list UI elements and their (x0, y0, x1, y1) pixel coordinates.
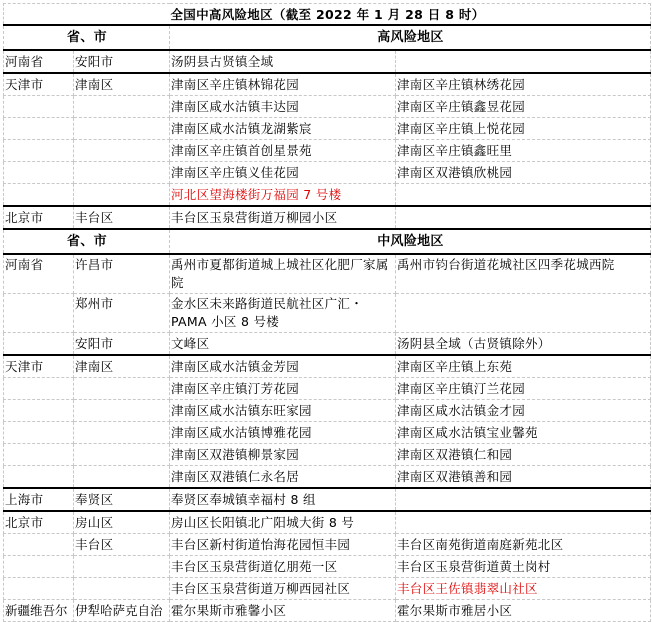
area-cell[interactable]: 津南区咸水沽镇宝业馨苑 (396, 422, 651, 444)
province-cell[interactable] (4, 118, 74, 140)
city-cell[interactable] (74, 184, 170, 207)
province-cell[interactable]: 天津市 (4, 355, 74, 378)
area-cell[interactable]: 津南区咸水沽镇东旺家园 (170, 400, 396, 422)
province-cell[interactable]: 天津市 (4, 73, 74, 96)
area-cell[interactable]: 霍尔果斯市雅馨小区 (170, 600, 396, 622)
city-cell[interactable] (74, 556, 170, 578)
province-cell[interactable] (4, 184, 74, 207)
medium-areas-header[interactable]: 中风险地区 (170, 229, 651, 254)
area-cell[interactable]: 汤阴县古贤镇全域 (170, 50, 396, 73)
city-cell[interactable] (74, 118, 170, 140)
table-row (4, 50, 651, 73)
area-cell[interactable]: 奉贤区奉城镇幸福村 8 组 (170, 488, 396, 511)
city-cell[interactable] (74, 444, 170, 466)
province-cell[interactable] (4, 294, 74, 333)
city-cell[interactable]: 安阳市 (74, 333, 170, 356)
area-cell[interactable] (396, 294, 651, 333)
area-cell[interactable]: 津南区辛庄镇上东苑 (396, 355, 651, 378)
area-cell[interactable]: 丰台区玉泉营街道万柳园小区 (170, 206, 396, 229)
province-cell[interactable] (4, 96, 74, 118)
area-cell[interactable]: 津南区咸水沽镇博雅花园 (170, 422, 396, 444)
area-cell[interactable]: 津南区咸水沽镇丰达园 (170, 96, 396, 118)
table-row (4, 73, 651, 96)
area-cell[interactable]: 津南区双港镇仁和园 (396, 444, 651, 466)
table-row (4, 140, 651, 162)
table-title[interactable]: 全国中高风险地区（截至 2022 年 1 月 28 日 8 时） (4, 4, 651, 26)
area-cell[interactable] (396, 184, 651, 207)
area-cell[interactable]: 津南区咸水沽镇金才园 (396, 400, 651, 422)
province-cell[interactable] (4, 534, 74, 556)
area-cell[interactable]: 丰台区玉泉营街道万柳西园社区 (170, 578, 396, 600)
area-cell[interactable]: 丰台区玉泉营街道亿朋苑一区 (170, 556, 396, 578)
area-cell[interactable]: 津南区咸水沽镇龙湖紫宸 (170, 118, 396, 140)
area-cell[interactable] (396, 488, 651, 511)
province-cell[interactable] (4, 140, 74, 162)
table-row (4, 444, 651, 466)
city-cell[interactable] (74, 96, 170, 118)
table-row (4, 466, 651, 489)
medium-risk-header-row (4, 229, 651, 254)
risk-area-table (3, 3, 651, 622)
area-cell[interactable]: 津南区双港镇善和园 (396, 466, 651, 489)
table-row (4, 488, 651, 511)
city-cell[interactable]: 房山区 (74, 511, 170, 534)
table-row (4, 511, 651, 534)
area-cell[interactable]: 津南区辛庄镇鑫昱花园 (396, 96, 651, 118)
area-cell[interactable]: 房山区长阳镇北广阳城大街 8 号 (170, 511, 396, 534)
area-cell[interactable]: 津南区辛庄镇上悦花园 (396, 118, 651, 140)
table-row (4, 184, 651, 207)
table-row (4, 294, 651, 333)
area-cell[interactable]: 津南区咸水沽镇金芳园 (170, 355, 396, 378)
area-cell[interactable]: 津南区辛庄镇首创星景苑 (170, 140, 396, 162)
high-areas-header[interactable]: 高风险地区 (170, 25, 651, 50)
risk-area-spreadsheet (3, 3, 650, 622)
area-cell-highlighted[interactable]: 丰台区王佐镇翡翠山社区 (396, 578, 651, 600)
area-cell-highlighted[interactable]: 河北区望海楼街万福园 7 号楼 (170, 184, 396, 207)
area-cell[interactable]: 丰台区新村街道怡海花园恒丰园 (170, 534, 396, 556)
city-cell[interactable]: 津南区 (74, 73, 170, 96)
table-row (4, 378, 651, 400)
city-cell[interactable]: 伊犁哈萨克自治 (74, 600, 170, 622)
province-cell[interactable] (4, 422, 74, 444)
area-cell[interactable]: 霍尔果斯市雅居小区 (396, 600, 651, 622)
high-region-header[interactable]: 省、市 (4, 25, 170, 50)
city-cell[interactable] (74, 140, 170, 162)
city-cell[interactable] (74, 466, 170, 489)
province-cell[interactable]: 河南省 (4, 254, 74, 294)
area-cell[interactable]: 汤阴县全域（古贤镇除外） (396, 333, 651, 356)
city-cell[interactable]: 郑州市 (74, 294, 170, 333)
province-cell[interactable]: 河南省 (4, 50, 74, 73)
area-cell[interactable]: 津南区双港镇仁永名居 (170, 466, 396, 489)
area-cell[interactable]: 津南区辛庄镇汀芳花园 (170, 378, 396, 400)
table-row (4, 96, 651, 118)
table-row (4, 534, 651, 556)
province-cell[interactable] (4, 378, 74, 400)
area-cell[interactable]: 津南区辛庄镇鑫旺里 (396, 140, 651, 162)
area-cell[interactable] (396, 206, 651, 229)
medium-region-header[interactable]: 省、市 (4, 229, 170, 254)
area-cell[interactable]: 津南区辛庄镇义佳花园 (170, 162, 396, 184)
area-cell[interactable]: 文峰区 (170, 333, 396, 356)
province-cell[interactable] (4, 400, 74, 422)
area-cell[interactable]: 禹州市钧台街道花城社区四季花城西院 (396, 254, 651, 294)
table-row (4, 600, 651, 622)
province-cell[interactable] (4, 162, 74, 184)
city-cell[interactable] (74, 162, 170, 184)
province-cell[interactable]: 新疆维吾尔 (4, 600, 74, 622)
city-cell[interactable]: 丰台区 (74, 206, 170, 229)
table-row (4, 118, 651, 140)
city-cell[interactable]: 安阳市 (74, 50, 170, 73)
area-cell[interactable]: 津南区双港镇欣桃园 (396, 162, 651, 184)
province-cell[interactable] (4, 333, 74, 356)
area-cell[interactable] (396, 50, 651, 73)
province-cell[interactable] (4, 556, 74, 578)
area-cell[interactable] (396, 511, 651, 534)
province-cell[interactable]: 北京市 (4, 511, 74, 534)
table-row (4, 254, 651, 294)
province-cell[interactable] (4, 466, 74, 489)
table-row (4, 355, 651, 378)
province-cell[interactable] (4, 578, 74, 600)
title-row (4, 4, 651, 26)
area-cell[interactable]: 津南区辛庄镇林锦花园 (170, 73, 396, 96)
table-row (4, 162, 651, 184)
city-cell[interactable] (74, 400, 170, 422)
high-risk-header-row (4, 25, 651, 50)
area-cell[interactable]: 金水区未来路街道民航社区广汇・PAMA 小区 8 号楼 (170, 294, 396, 333)
city-cell[interactable]: 奉贤区 (74, 488, 170, 511)
table-row (4, 556, 651, 578)
table-row (4, 333, 651, 356)
area-cell[interactable]: 津南区双港镇柳景家园 (170, 444, 396, 466)
area-cell[interactable]: 丰台区玉泉营街道黄土岗村 (396, 556, 651, 578)
area-cell[interactable]: 禹州市夏都街道城上城社区化肥厂家属院 (170, 254, 396, 294)
province-cell[interactable]: 上海市 (4, 488, 74, 511)
city-cell[interactable] (74, 378, 170, 400)
province-cell[interactable] (4, 444, 74, 466)
city-cell[interactable] (74, 422, 170, 444)
city-cell[interactable]: 丰台区 (74, 534, 170, 556)
city-cell[interactable]: 津南区 (74, 355, 170, 378)
city-cell[interactable]: 许昌市 (74, 254, 170, 294)
table-row (4, 206, 651, 229)
area-cell[interactable]: 津南区辛庄镇汀兰花园 (396, 378, 651, 400)
table-row (4, 422, 651, 444)
province-cell[interactable]: 北京市 (4, 206, 74, 229)
city-cell[interactable] (74, 578, 170, 600)
area-cell[interactable]: 津南区辛庄镇林绣花园 (396, 73, 651, 96)
area-cell[interactable]: 丰台区南苑街道南庭新苑北区 (396, 534, 651, 556)
table-row (4, 400, 651, 422)
table-row (4, 578, 651, 600)
